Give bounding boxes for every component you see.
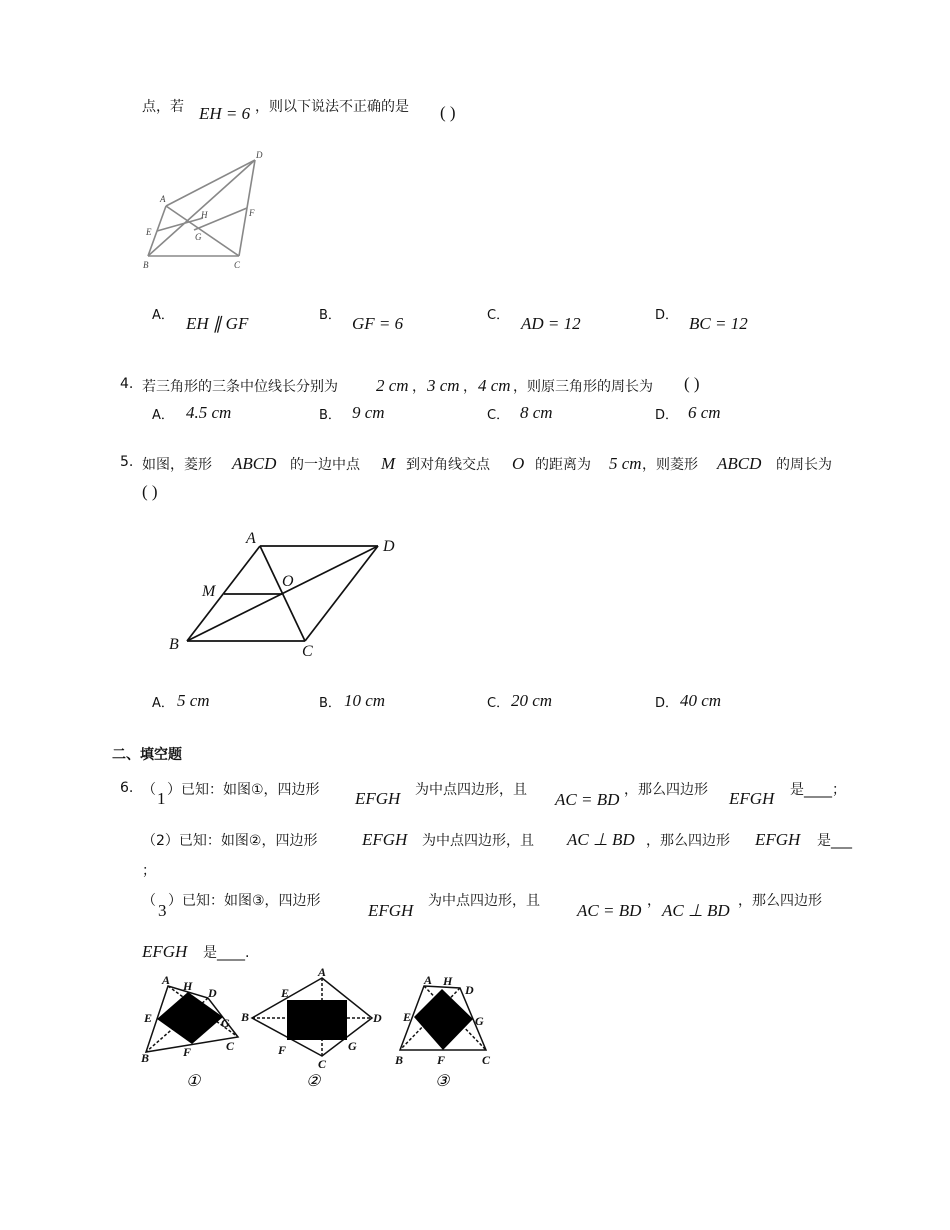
q5-fig-label-c: C [302,643,313,660]
q6-fig3-label-e: E [403,1010,412,1024]
q3-option-b-label[interactable]: B． [319,308,341,323]
q3-stem-math: EH = 6 [199,104,251,123]
q3-fig-label-a: A [160,194,166,204]
q6-fig3-label-c: C [482,1053,491,1067]
q4-option-c-label[interactable]: C． [487,408,510,423]
q6-p3-text-b: 为中点四边形，且 [428,893,540,909]
q5-text-3: 到对角线交点 [406,457,490,473]
q6-fig1-label-f: F [183,1045,192,1059]
q4-text-b: ，则原三角形的周长为 [513,379,653,395]
q6-p2-text-a: （2）已知：如图②，四边形 [142,833,318,849]
q5-option-c-label[interactable]: C． [487,696,510,711]
q3-fig-label-h: H [201,210,208,220]
q6-p3-math-2: AC = BD [577,901,642,920]
q3-fig-label-c: C [234,260,241,270]
q6-p1-math-3: EFGH [729,789,775,808]
q6-p3-text-a: ）已知：如图③，四边形 [168,893,321,909]
section-title: 二、填空题 [112,747,182,763]
q6-p2-math-2: AC ⊥ BD [567,830,635,849]
q6-p2-text-e: ； [142,863,156,879]
q3-option-a-label[interactable]: A． [152,308,174,323]
q4-value-1: 2 cm [376,376,409,395]
q6-fig1-label-d: D [208,986,217,1000]
q6-fig1-label-a: A [162,973,171,987]
q3-fig-label-d: D [256,150,263,160]
q6-fig3-label-f: F [437,1053,446,1067]
q4-option-d-label[interactable]: D． [655,408,679,423]
q4-option-c-math[interactable]: 8 cm [520,403,553,422]
q6-fig2-label-g: G [348,1039,357,1053]
q5-text-5: ，则菱形 [642,457,698,473]
q3-fig-label-f: F [249,208,255,218]
q3-fig-label-b: B [143,260,149,270]
q5-option-a-math[interactable]: 5 cm [177,691,210,710]
q4-answer-paren: ( ) [684,374,700,393]
q5-option-d-math[interactable]: 40 cm [680,691,722,710]
q6-p3-num: 3 [158,901,167,920]
q6-fig3-caption: ③ [435,1073,450,1090]
q4-value-2: 3 cm [427,376,460,395]
q6-figure-1 [138,970,246,1090]
q5-option-a-label[interactable]: A． [152,696,174,711]
q5-math-1: ABCD [232,454,277,473]
q6-fig2-label-b: B [241,1010,250,1024]
q3-option-d-math[interactable]: BC = 12 [689,314,748,333]
q4-option-b-math[interactable]: 9 cm [352,403,385,422]
q3-option-c-math[interactable]: AD = 12 [521,314,581,333]
q5-answer-paren: ( ) [142,482,158,501]
q5-fig-label-d: D [383,538,395,555]
q4-number: 4. [120,376,134,392]
q6-p3-math-1: EFGH [368,901,414,920]
q4-option-a-label[interactable]: A． [152,408,174,423]
q6-fig3-label-b: B [395,1053,404,1067]
q6-figure-3 [390,970,500,1090]
q6-p2-text-b: 为中点四边形，且 [422,833,534,849]
q6-fig2-label-d: D [373,1011,382,1025]
q6-fig3-label-h: H [443,974,453,988]
q6-p1-text-b: 为中点四边形，且 [415,782,527,798]
q6-fig3-label-g: G [475,1014,484,1028]
q6-fig2-label-a: A [318,965,327,979]
q3-parallelogram-figure [138,146,273,274]
q6-p1-math-2: AC = BD [555,790,620,809]
q3-option-d-label[interactable]: D． [655,308,679,323]
q6-p3-sep: ， [647,893,661,909]
q6-fig2-label-e: E [281,986,290,1000]
q6-p1-text-a: ）已知：如图①，四边形 [167,782,320,798]
q3-option-a-math[interactable]: EH ∥ GF [186,314,249,333]
q5-text-2: 的一边中点 [290,457,360,473]
q5-number: 5. [120,454,134,470]
q6-fig1-label-c: C [226,1039,235,1053]
q5-fig-label-o: O [282,573,294,590]
q3-answer-paren: ( ) [440,103,456,122]
q4-value-3: 4 cm [478,376,511,395]
q6-fig2-label-f: F [278,1043,287,1057]
q4-option-a-math[interactable]: 4.5 cm [186,403,232,422]
q6-p2-text-c: ，那么四边形 [646,833,730,849]
q3-fig-label-g: G [195,232,202,242]
q6-p1-text-d: 是____； [790,782,846,798]
q5-option-c-math[interactable]: 20 cm [511,691,553,710]
q6-p4-math-1: EFGH [142,942,188,961]
q4-option-d-math[interactable]: 6 cm [688,403,721,422]
q5-rhombus-figure [162,522,408,662]
q5-fig-label-b: B [169,636,179,653]
q5-text-1: 如图，菱形 [142,457,212,473]
q3-stem-text-b: ，则以下说法不正确的是 [255,99,409,115]
q6-p1-open: （ [142,782,156,798]
q6-p3-open: （ [142,893,156,909]
q3-option-b-math[interactable]: GF = 6 [352,314,404,333]
q6-p2-text-d: 是___ [817,833,852,849]
q4-option-b-label[interactable]: B． [319,408,341,423]
q5-fig-label-a: A [246,530,256,547]
q6-p1-text-c: ，那么四边形 [624,782,708,798]
q5-math-5: ABCD [717,454,762,473]
q6-fig2-label-c: C [318,1057,327,1071]
q3-option-c-label[interactable]: C． [487,308,510,323]
q5-text-4: 的距离为 [535,457,591,473]
q5-math-4: 5 cm [609,454,642,473]
q6-p2-math-3: EFGH [755,830,801,849]
q6-p3-math-3: AC ⊥ BD [662,901,730,920]
q4-sep-1: ， [412,379,426,395]
q6-fig1-label-h: H [183,979,193,993]
q5-fig-label-m: M [202,583,216,600]
q6-fig3-label-d: D [465,983,474,997]
q6-figure-2 [238,964,388,1090]
q6-fig1-caption: ① [186,1073,201,1090]
q3-fig-label-e: E [146,227,152,237]
q6-p4-text-a: 是____. [203,945,250,961]
q3-stem-text-a: 点，若 [142,99,184,115]
q6-p2-math-1: EFGH [362,830,408,849]
q6-fig1-label-e: E [144,1011,153,1025]
q5-option-d-label[interactable]: D． [655,696,679,711]
q4-sep-2: ， [463,379,477,395]
q5-option-b-label[interactable]: B． [319,696,341,711]
q5-math-2: M [381,454,396,473]
q6-fig3-label-a: A [424,973,433,987]
q4-text-a: 若三角形的三条中位线长分别为 [142,379,338,395]
q6-fig2-caption: ② [306,1073,321,1090]
q5-text-6: 的周长为 [776,457,832,473]
q5-option-b-math[interactable]: 10 cm [344,691,386,710]
q6-p1-num: 1 [157,789,166,808]
q6-p1-math-1: EFGH [355,789,401,808]
q6-p3-text-c: ，那么四边形 [738,893,822,909]
q6-fig1-label-b: B [141,1051,150,1065]
q6-number: 6. [120,780,134,796]
q6-fig1-label-g: G [221,1016,230,1030]
q5-math-3: O [512,454,525,473]
